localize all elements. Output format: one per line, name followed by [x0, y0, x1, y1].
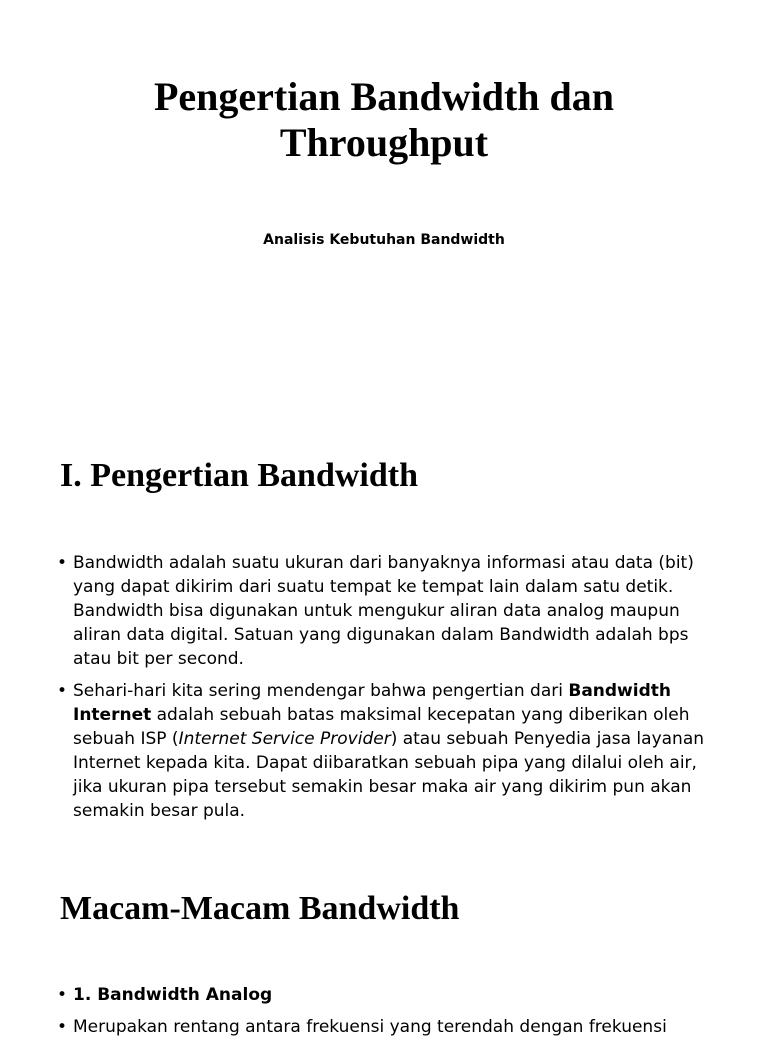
- bullet-text-part: ) atau sebuah Penyedia jasa layanan Internet kepada kita. Dapat diibaratkan sebuah pipa yang dilalui oleh air, jika ukuran pipa tersebut semakin besar maka air yang dikirim pun akan semakin besar pula.: [73, 729, 705, 821]
- title-line-1: Pengertian Bandwidth dan: [153, 74, 615, 119]
- bullet-marker: •: [57, 1017, 68, 1037]
- bullet-text-part: Sehari-hari kita sering mendengar bahwa pengertian dari: [73, 681, 569, 701]
- bullet-text: Merupakan rentang antara frekuensi yang terendah dengan frekuensi: [73, 1017, 667, 1037]
- title-line-2: Throughput: [279, 120, 489, 165]
- bullet-text-part: adalah sebuah batas maksimal kecepatan yang diberikan oleh sebuah ISP (: [73, 705, 690, 749]
- bullet-text: Bandwidth adalah suatu ukuran dari banyaknya informasi atau data (bit) yang dapat dikirim dari suatu tempat ke tempat lain dalam satu detik. Bandwidth bisa digunakan untuk mengukur aliran data analog maupun aliran data digital. Satuan yang digunakan dalam Bandwidth adalah bps atau bit per second.: [73, 553, 694, 669]
- bullet-marker: •: [57, 985, 68, 1005]
- section-heading-definition: I. Pengertian Bandwidth: [60, 457, 418, 494]
- bullet-item: [56, 1015, 706, 1039]
- bullet-text-bold: 1. Bandwidth Analog: [73, 985, 273, 1005]
- bullet-marker: •: [57, 681, 68, 701]
- bullet-text-italic: Internet Service Provider: [178, 729, 391, 749]
- bullet-item: [56, 679, 706, 823]
- bullet-marker: •: [57, 553, 68, 573]
- bullet-list-types: [56, 983, 706, 1047]
- bullet-text-bold: Bandwidth Internet: [73, 681, 671, 725]
- bullet-list-definition: [56, 551, 706, 831]
- bullet-item: [56, 983, 706, 1007]
- slide-title: [0, 74, 768, 166]
- section-heading-types: Macam-Macam Bandwidth: [60, 890, 460, 927]
- bullet-item: [56, 551, 706, 671]
- slide-subtitle: Analisis Kebutuhan Bandwidth: [263, 232, 505, 248]
